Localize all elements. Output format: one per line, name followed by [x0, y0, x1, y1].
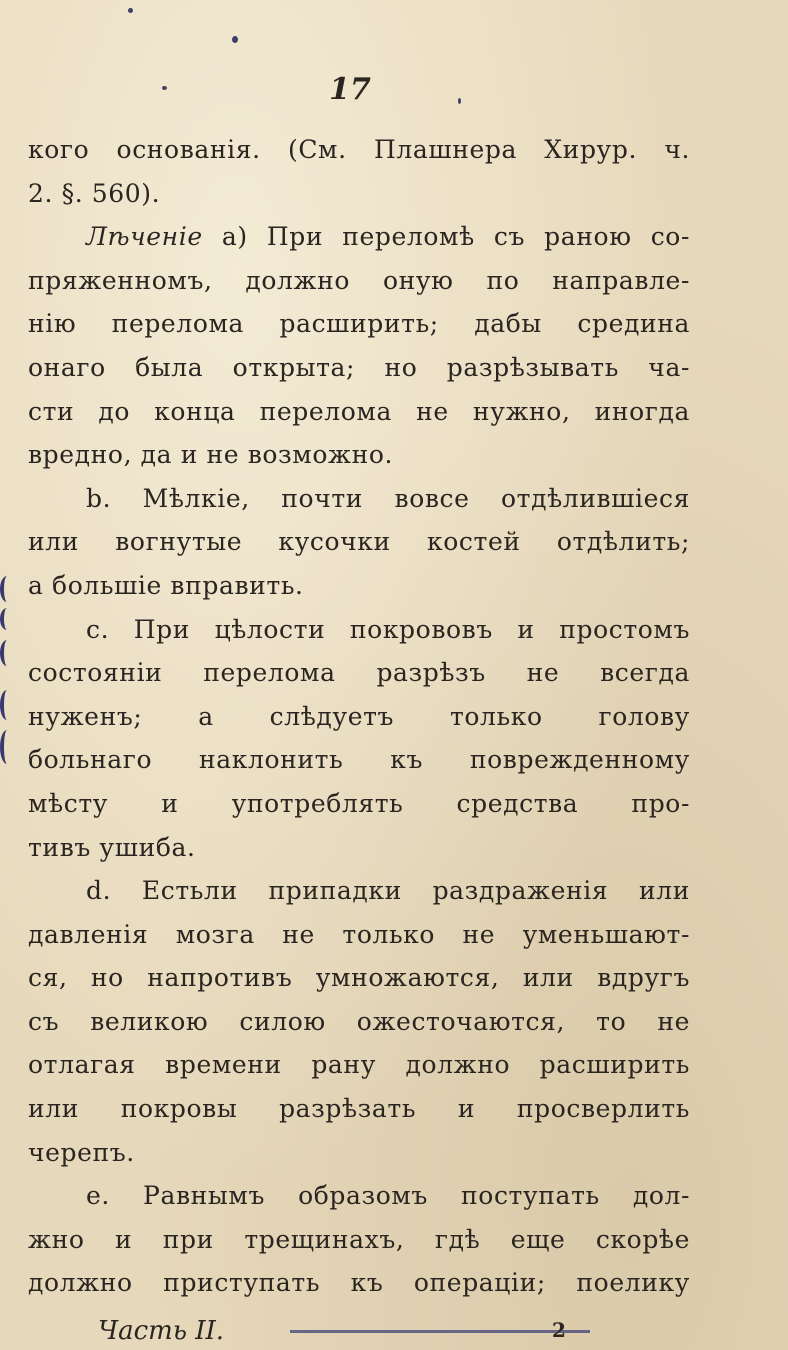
line-text: e. Равнымъ образомъ поступать дол-: [86, 1181, 690, 1211]
line-text: жно и при трещинахъ, гдѣ еще скорѣе: [28, 1224, 690, 1254]
line-text: состояніи перелома разрѣзъ не всегда: [28, 658, 690, 688]
signature-mark: Часть II.: [98, 1316, 225, 1346]
text-line: [28, 651, 690, 695]
margin-annotation: [0, 690, 14, 720]
text-line: [28, 433, 690, 477]
body-text: [28, 128, 690, 1305]
text-line: [28, 956, 690, 1000]
ink-spot: [232, 36, 238, 43]
line-text: d. Естьли припадки раздраженія или: [86, 876, 690, 906]
text-line: [28, 1000, 690, 1044]
text-line: [28, 608, 690, 652]
line-text: черепъ.: [28, 1137, 135, 1167]
line-text: отлагая времени рану должно расширить: [28, 1050, 690, 1080]
text-line: [28, 1087, 690, 1131]
text-line: [28, 695, 690, 739]
page-number: 17: [329, 72, 371, 107]
text-line: [28, 128, 690, 172]
text-line: [28, 302, 690, 346]
line-text: вредно, да и не возможно.: [28, 440, 394, 470]
line-text: онаго была открыта; но разрѣзывать ча-: [28, 352, 690, 382]
line-text: а большіе вправить.: [28, 570, 304, 600]
text-line: [28, 1043, 690, 1087]
line-text: ся, но напротивъ умножаются, или вдругъ: [28, 963, 690, 993]
text-line: [28, 826, 690, 870]
margin-annotation: [0, 608, 14, 630]
text-line: [28, 390, 690, 434]
line-text: или покровы разрѣзать и просверлить: [28, 1094, 690, 1124]
text-line: [28, 564, 690, 608]
line-text: нію перелома расширить; дабы средина: [28, 309, 690, 339]
page-footer: [0, 1316, 788, 1350]
text-line: [28, 346, 690, 390]
line-text: нуженъ; а слѣдуетъ только голову: [28, 701, 690, 731]
line-text: a) При переломѣ съ раною со-: [202, 222, 690, 252]
text-line: [28, 477, 690, 521]
line-text: давленія мозга не только не уменьшают-: [28, 919, 690, 949]
text-line: [28, 738, 690, 782]
line-text: 2. §. 560).: [28, 178, 161, 208]
text-line: [28, 259, 690, 303]
line-text: c. При цѣлости покрововъ и простомъ: [86, 614, 690, 644]
margin-annotation: [0, 640, 14, 666]
footer-rule: [290, 1330, 590, 1333]
margin-annotation: [0, 730, 14, 764]
text-line: [28, 913, 690, 957]
text-line: [28, 782, 690, 826]
line-text: сти до конца перелома не нужно, иногда: [28, 396, 690, 426]
line-text: тивъ ушиба.: [28, 832, 196, 862]
margin-annotation: [0, 576, 14, 602]
text-line: [28, 1261, 690, 1305]
ink-spot: [128, 8, 133, 13]
sheet-number: 2: [552, 1318, 566, 1342]
line-text: больнаго наклонить къ поврежденному: [28, 745, 690, 775]
text-line: [28, 172, 690, 216]
line-text: b. Мѣлкіе, почти вовсе отдѣлившіеся: [86, 483, 690, 513]
line-text: должно приступать къ операціи; поелику: [28, 1268, 690, 1298]
text-line: [28, 1131, 690, 1175]
line-text: кого основанія. (См. Плашнера Хирур. ч.: [28, 135, 690, 164]
text-line: [28, 1218, 690, 1262]
text-line: [28, 520, 690, 564]
text-line: [28, 215, 690, 259]
section-lead-word: Лѣченіе: [86, 222, 203, 252]
text-line: [28, 1174, 690, 1218]
line-text: или вогнутые кусочки костей отдѣлить;: [28, 527, 690, 557]
line-text: пряженномъ, должно оную по направле-: [28, 265, 690, 295]
text-line: [28, 869, 690, 913]
line-text: съ великою силою ожесточаются, то не: [28, 1006, 690, 1036]
line-text: мѣсту и употреблять средства про-: [28, 788, 690, 818]
